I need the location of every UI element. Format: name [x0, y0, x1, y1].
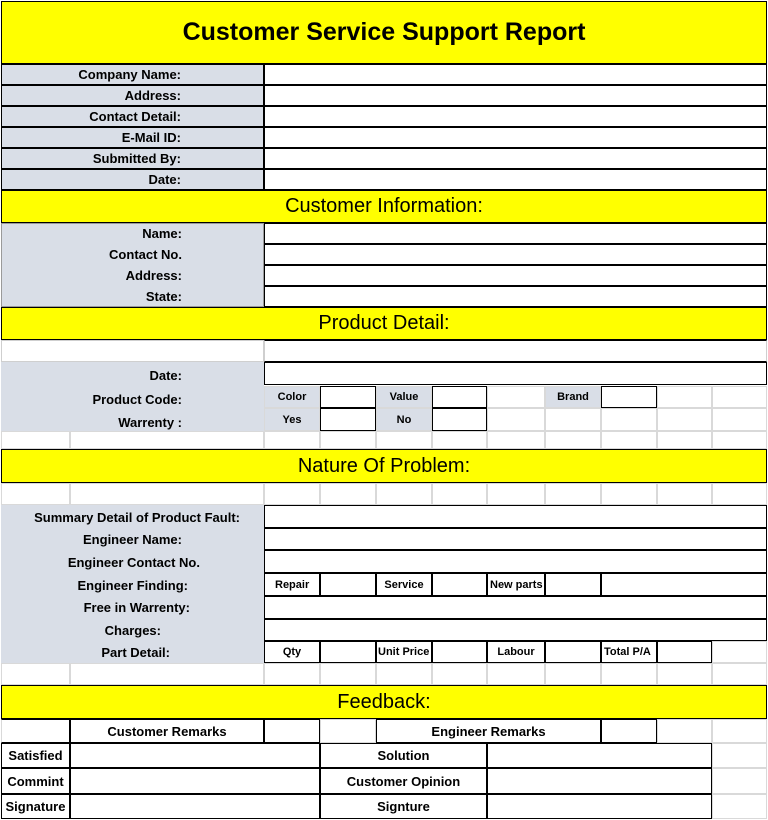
customer-remarks-label: Customer Remarks: [70, 719, 264, 743]
grid-cell: [487, 483, 545, 505]
grid-cell: [264, 431, 320, 449]
email-field[interactable]: [264, 127, 767, 148]
grid-cell: [320, 663, 376, 685]
product-blank-field: [264, 340, 767, 362]
grid-cell: [657, 431, 712, 449]
address-label: Address:: [1, 85, 264, 106]
customer-remarks-field[interactable]: [264, 719, 320, 743]
customer-name-label: Name:: [142, 226, 182, 241]
free-in-warrenty-label: Free in Warrenty:: [83, 599, 190, 615]
color-field[interactable]: [320, 386, 376, 408]
customer-address-field[interactable]: [264, 265, 767, 286]
part-detail-label: Part Detail:: [101, 644, 170, 660]
contact-detail-field[interactable]: [264, 106, 767, 127]
grid-cell: [320, 719, 376, 743]
new-parts-field[interactable]: [545, 573, 601, 596]
engineer-remarks-label: Engineer Remarks: [376, 719, 601, 743]
grid-cell: [264, 663, 320, 685]
labour-label: Labour: [487, 641, 545, 663]
yes-label: Yes: [264, 408, 320, 431]
grid-cell: [320, 431, 376, 449]
customer-opinion-field[interactable]: [487, 768, 712, 794]
unit-price-label: Unit Price: [376, 641, 432, 663]
grid-cell: [432, 483, 487, 505]
grid-cell: [712, 431, 767, 449]
grid-cell: [712, 641, 767, 663]
grid-cell: [376, 431, 432, 449]
qty-field[interactable]: [320, 641, 376, 663]
customer-name-field[interactable]: [264, 223, 767, 244]
grid-cell: [601, 483, 657, 505]
commint-label: Commint: [1, 768, 70, 794]
value-label: Value: [376, 386, 432, 408]
grid-cell: [712, 483, 767, 505]
charges-field[interactable]: [264, 619, 767, 641]
email-label: E-Mail ID:: [1, 127, 264, 148]
solution-label: Solution: [320, 743, 487, 768]
submitted-by-field[interactable]: [264, 148, 767, 169]
summary-label: Summary Detail of Product Fault:: [34, 509, 240, 525]
solution-field[interactable]: [487, 743, 712, 768]
product-date-field[interactable]: [264, 362, 767, 385]
engineer-finding-label: Engineer Finding:: [77, 577, 188, 593]
grid-cell: [712, 794, 767, 819]
signature-label: Signature: [1, 794, 70, 819]
grid-cell: [657, 719, 712, 743]
finding-remaining-field[interactable]: [601, 573, 767, 596]
signature-field[interactable]: [70, 794, 320, 819]
customer-state-label: State:: [145, 289, 182, 304]
new-parts-label: New parts: [487, 573, 545, 596]
grid-cell: [1, 431, 70, 449]
product-detail-heading: Product Detail:: [1, 307, 767, 340]
engineer-name-label: Engineer Name:: [83, 531, 182, 547]
customer-state-field[interactable]: [264, 286, 767, 307]
company-name-label: Company Name:: [1, 64, 264, 85]
engineer-contact-label: Engineer Contact No.: [67, 554, 200, 570]
customer-contact-label: Contact No.: [109, 247, 182, 262]
summary-field[interactable]: [264, 505, 767, 528]
grid-cell: [70, 483, 264, 505]
product-spacer-cell: [657, 408, 712, 431]
nature-of-problem-heading: Nature Of Problem:: [1, 449, 767, 483]
brand-field[interactable]: [601, 386, 657, 408]
contact-detail-label: Contact Detail:: [1, 106, 264, 127]
labour-field[interactable]: [545, 641, 601, 663]
product-spacer-cell: [545, 408, 601, 431]
no-field[interactable]: [432, 408, 487, 431]
engineer-name-field[interactable]: [264, 528, 767, 550]
free-in-warrenty-field[interactable]: [264, 596, 767, 619]
grid-cell: [264, 483, 320, 505]
grid-cell: [712, 663, 767, 685]
grid-cell: [432, 431, 487, 449]
signture-field[interactable]: [487, 794, 712, 819]
repair-field[interactable]: [320, 573, 376, 596]
grid-cell: [657, 663, 712, 685]
company-name-field[interactable]: [264, 64, 767, 85]
grid-cell: [545, 483, 601, 505]
submitted-by-label: Submitted By:: [1, 148, 264, 169]
grid-cell: [432, 663, 487, 685]
grid-cell: [545, 663, 601, 685]
grid-cell: [712, 743, 767, 768]
grid-cell: [657, 483, 712, 505]
signture-label: Signture: [320, 794, 487, 819]
customer-opinion-label: Customer Opinion: [320, 768, 487, 794]
product-blank-row: [1, 340, 264, 362]
repair-label: Repair: [264, 573, 320, 596]
engineer-contact-field[interactable]: [264, 550, 767, 573]
customer-info-heading: Customer Information:: [1, 190, 767, 223]
charges-label: Charges:: [104, 622, 161, 638]
unit-price-field[interactable]: [432, 641, 487, 663]
grid-cell: [545, 431, 601, 449]
grid-cell: [601, 431, 657, 449]
product-spacer-cell: [712, 386, 767, 408]
value-field[interactable]: [432, 386, 487, 408]
total-pa-field[interactable]: [657, 641, 712, 663]
grid-cell: [376, 663, 432, 685]
product-spacer-cell: [657, 386, 712, 408]
qty-label: Qty: [264, 641, 320, 663]
no-label: No: [376, 408, 432, 431]
feedback-heading: Feedback:: [1, 685, 767, 719]
product-spacer-cell: [601, 408, 657, 431]
date-label: Date:: [1, 169, 264, 190]
grid-cell: [376, 483, 432, 505]
grid-cell: [1, 663, 70, 685]
color-label: Color: [264, 386, 320, 408]
grid-cell: [70, 431, 264, 449]
warrenty-label: Warrenty :: [118, 414, 182, 430]
engineer-remarks-field[interactable]: [601, 719, 657, 743]
satisfied-label: Satisfied: [1, 743, 70, 768]
brand-label: Brand: [545, 386, 601, 408]
grid-cell: [1, 483, 70, 505]
product-date-label: Date:: [149, 367, 182, 383]
grid-cell: [487, 663, 545, 685]
product-spacer-cell: [487, 386, 545, 408]
yes-field[interactable]: [320, 408, 376, 431]
product-spacer-cell: [712, 408, 767, 431]
product-spacer-cell: [487, 408, 545, 431]
product-code-label: Product Code:: [92, 391, 182, 407]
grid-cell: [601, 663, 657, 685]
address-field[interactable]: [264, 85, 767, 106]
customer-address-label: Address:: [125, 268, 182, 283]
grid-cell: [712, 768, 767, 794]
commint-field[interactable]: [70, 768, 320, 794]
date-field[interactable]: [264, 169, 767, 190]
grid-cell: [487, 431, 545, 449]
total-pa-label: Total P/A: [601, 641, 657, 663]
satisfied-field[interactable]: [70, 743, 320, 768]
grid-cell: [1, 719, 70, 743]
grid-cell: [320, 483, 376, 505]
report-title: Customer Service Support Report: [1, 1, 767, 64]
service-label: Service: [376, 573, 432, 596]
customer-contact-field[interactable]: [264, 244, 767, 265]
service-field[interactable]: [432, 573, 487, 596]
grid-cell: [70, 663, 264, 685]
grid-cell: [712, 719, 767, 743]
